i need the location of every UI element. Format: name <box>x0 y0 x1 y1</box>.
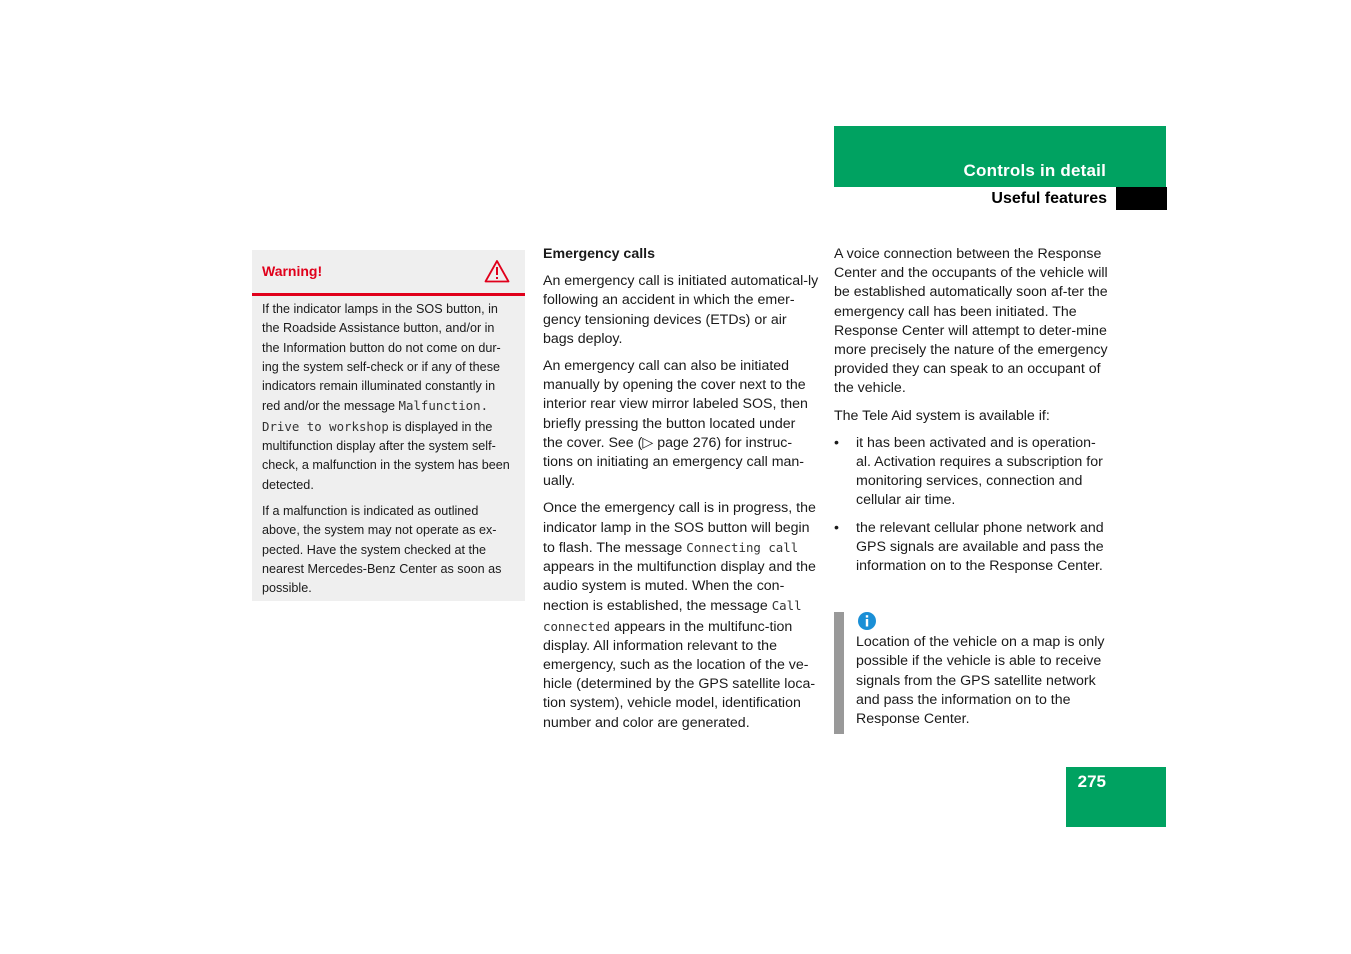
info-icon <box>858 612 876 630</box>
bullet-marker: • <box>834 519 839 536</box>
section-title: Useful features <box>991 190 1107 207</box>
info-note-bar <box>834 612 844 734</box>
warning-paragraph-1: If the indicator lamps in the SOS button, in the Roadside Assistance button, and/or in the Information button do not come on dur-ing the system self-check or if any of these indicators remain illuminated constantly in red and/or the message Malfunction. Drive to workshop is displayed in the multifunction display after the system self-check, a malfunction in the system has been detected. <box>262 302 510 492</box>
warning-body <box>252 296 525 598</box>
warning-box <box>252 250 525 601</box>
emergency-calls-column <box>543 245 819 741</box>
info-note-text: Location of the vehicle on a map is only possible if the vehicle is able to receive signals from the GPS satellite network and pass the information on to the Response Center. <box>856 634 1105 728</box>
bullet-marker: • <box>834 434 839 451</box>
emergency-paragraph-1: An emergency call is initiated automatical-ly following an accident in which the emer-gency tensioning devices (ETDs) or air bags deploy. <box>543 273 819 347</box>
voice-connection-paragraph: A voice connection between the Response Center and the occupants of the vehicle will be established automatically soon af-ter the emergency call has been initiated. The Response Center will attempt to deter-mine more precisely the nature of the emergency provided they can speak to an occupant of the vehicle. <box>834 246 1108 397</box>
display-message: Malfunction. Drive to workshop <box>262 398 489 434</box>
warning-header <box>252 250 525 296</box>
emergency-paragraph-3: Once the emergency call is in progress, the indicator lamp in the SOS button will begin to flash. The message Connecting call appears in the multifunction display and the audio system is muted. When the con-nection is established, the message Call connected appears in the multifunc-tion display. All information relevant to the emergency, such as the location of the ve-hicle (determined by the GPS satellite loca-tion system), vehicle model, identification number and color are generated. <box>543 500 816 731</box>
page-number: 275 <box>1077 772 1106 791</box>
warning-paragraph-2: If a malfunction is indicated as outlined above, the system may not operate as ex-pected. Have the system checked at the nearest Mercedes-Benz Center as soon as possible. <box>262 503 502 596</box>
warning-label: Warning! <box>262 263 323 279</box>
display-message: Connecting call <box>686 539 799 555</box>
availability-intro: The Tele Aid system is available if: <box>834 407 1050 424</box>
emergency-calls-heading: Emergency calls <box>543 246 655 262</box>
tele-aid-column <box>834 245 1110 584</box>
list-item: • it has been activated and is operation-al. Activation requires a subscription for monitoring services, connection and cellular air time. <box>834 434 1103 509</box>
chapter-title: Controls in detail <box>963 161 1106 180</box>
info-note <box>834 612 1110 734</box>
warning-triangle-icon <box>484 259 510 283</box>
page-number-block <box>1066 767 1166 827</box>
emergency-paragraph-2: An emergency call can also be initiated manually by opening the cover next to the interior rear view mirror labeled SOS, then briefly pressing the button located under the cover. See (▷ page 276) for instruc-tions on initiating an emergency call man-ually. <box>543 358 808 490</box>
display-message: Call connected <box>543 598 802 634</box>
list-item: • the relevant cellular phone network and GPS signals are available and pass the information on to the Response Center. <box>834 519 1104 575</box>
chapter-header <box>834 126 1166 187</box>
section-tab-marker <box>1116 187 1167 210</box>
availability-list <box>834 434 1110 576</box>
